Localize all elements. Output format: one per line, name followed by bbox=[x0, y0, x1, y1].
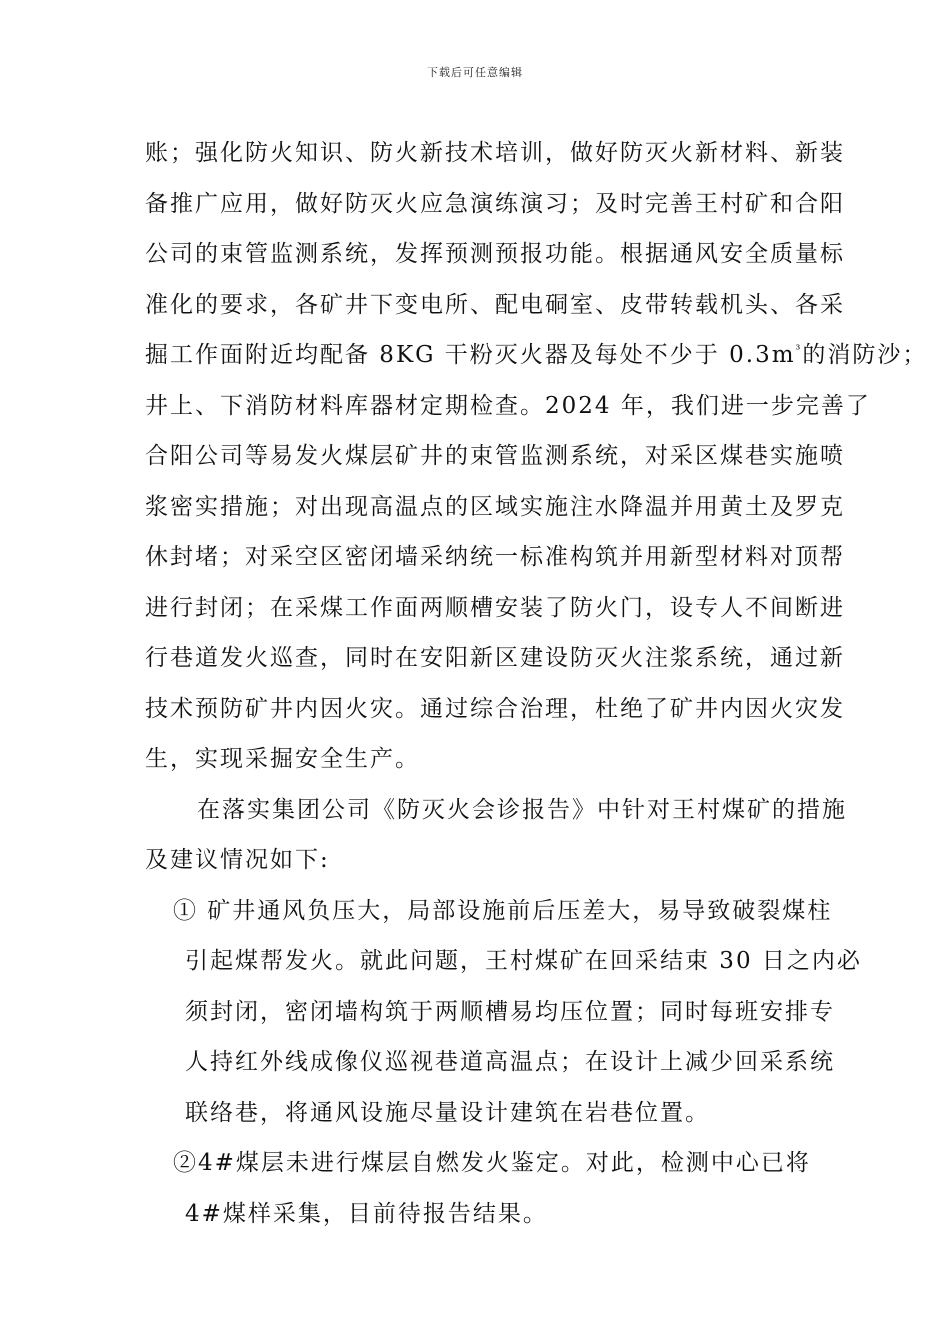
text-line: 及建议情况如下: bbox=[145, 847, 330, 873]
text-segment: 的消防沙； bbox=[802, 342, 928, 368]
list-item-2 bbox=[145, 1138, 875, 1239]
text-line bbox=[145, 330, 928, 381]
text-line: 账；强化防火知识、防火新技术培训，做好防灭火新材料、新装 bbox=[145, 140, 845, 166]
text-line: ① 矿井通风负压大，局部设施前后压差大，易导致破裂煤柱 bbox=[173, 897, 833, 924]
text-line: 休封堵；对采空区密闭墙采纳统一标准构筑并用新型材料对顶帮 bbox=[145, 544, 845, 570]
page-header-note: 下载后可任意编辑 bbox=[427, 66, 523, 79]
text-line: 在落实集团公司《防灭火会诊报告》中针对王村煤矿的措施 bbox=[197, 796, 847, 823]
text-line: 准化的要求，各矿井下变电所、配电硐室、皮带转载机头、各采 bbox=[145, 291, 845, 318]
superscript: ³ bbox=[795, 342, 803, 357]
text-line: 公司的束管监测系统，发挥预测预报功能。根据通风安全质量标 bbox=[145, 241, 845, 267]
text-line: 备推广应用，做好防灭火应急演练演习；及时完善王村矿和合阳 bbox=[145, 190, 845, 217]
text-line: 联络巷，将通风设施尽量设计建筑在岩巷位置。 bbox=[185, 1099, 710, 1126]
text-line: ②4#煤层未进行煤层自燃发火鉴定。对此，检测中心已将 bbox=[173, 1150, 811, 1176]
text-line: 生，实现采掘安全生产。 bbox=[145, 746, 420, 772]
paragraph-report-intro bbox=[145, 785, 875, 886]
text-line: 人持红外线成像仪巡视巷道高温点；在设计上减少回采系统 bbox=[185, 1049, 835, 1075]
text-line: 引起煤帮发火。就此问题，王村煤矿在回采结束 30 日之内必 bbox=[185, 948, 862, 974]
paragraph-fire-prevention bbox=[145, 128, 928, 785]
text-line: 行巷道发火巡查，同时在安阳新区建设防灭火注浆系统，通过新 bbox=[145, 645, 845, 671]
text-line: 井上、下消防材料库器材定期检查。2024 年，我们进一步完善了 bbox=[145, 392, 871, 419]
text-line: 4#煤样采集，目前待报告结果。 bbox=[185, 1200, 548, 1227]
text-segment: 掘工作面附近均配备 8KG 干粉灭火器及每处不少于 0.3m bbox=[145, 342, 796, 368]
text-line: 合阳公司等易发火煤层矿井的束管监测系统，对采区煤巷实施喷 bbox=[145, 443, 845, 469]
text-line: 进行封闭；在采煤工作面两顺槽安装了防火门，设专人不间断进 bbox=[145, 594, 845, 621]
text-line: 技术预防矿井内因火灾。通过综合治理，杜绝了矿井内因火灾发 bbox=[145, 695, 845, 722]
list-item-1 bbox=[145, 886, 875, 1139]
text-line: 须封闭，密闭墙构筑于两顺槽易均压位置；同时每班安排专 bbox=[185, 998, 835, 1025]
document-body bbox=[145, 128, 928, 1239]
text-line: 浆密实措施；对出现高温点的区域实施注水降温并用黄土及罗克 bbox=[145, 493, 845, 520]
